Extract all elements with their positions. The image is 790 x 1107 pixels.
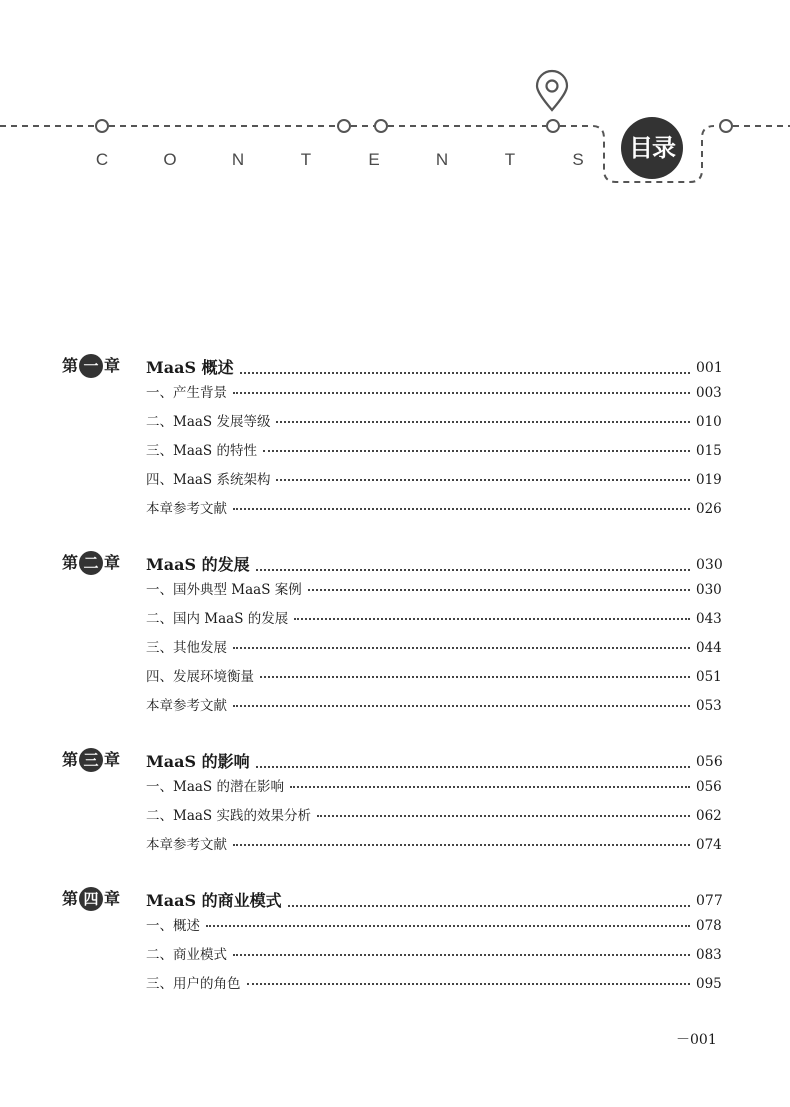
page-ref: 043 <box>696 610 722 627</box>
path-node <box>375 120 387 132</box>
dot-leader <box>263 450 690 452</box>
contents-heading <box>95 150 585 170</box>
contents-letter: T <box>300 150 312 169</box>
section-title: 四、发展环境衡量 <box>146 668 254 685</box>
page-ref: 003 <box>696 384 722 401</box>
dot-leader <box>233 392 690 394</box>
section-title: 二、MaaS 实践的效果分析 <box>146 807 311 824</box>
page-ref: 019 <box>696 471 722 488</box>
path-node <box>96 120 108 132</box>
contents-letter: E <box>368 150 380 169</box>
page-ref: 095 <box>696 975 722 992</box>
location-pin-icon <box>537 71 567 110</box>
section-title: 一、MaaS 的潜在影响 <box>146 778 284 795</box>
dot-leader <box>290 786 690 788</box>
dot-leader <box>233 844 690 846</box>
page-ref: 056 <box>696 754 723 770</box>
chapter-label: 第 三 章 <box>62 748 146 772</box>
dot-leader <box>288 905 690 907</box>
chapter-row[interactable] <box>62 539 728 575</box>
chapter-number-badge: 四 <box>79 887 103 911</box>
page-number: －001 <box>676 1032 717 1048</box>
page-ref: 030 <box>696 581 722 598</box>
chapter-row[interactable] <box>62 342 728 378</box>
dot-leader <box>206 925 690 927</box>
path-node <box>547 120 559 132</box>
section-title: 三、其他发展 <box>146 639 227 656</box>
section-title: 一、国外典型 MaaS 案例 <box>146 581 302 598</box>
section-row[interactable] <box>62 378 728 407</box>
dot-leader <box>256 569 690 571</box>
toc-title-badge: 目录 <box>621 117 683 179</box>
chapter-label: 第 四 章 <box>62 887 146 911</box>
section-row[interactable] <box>62 633 728 662</box>
contents-letter: S <box>572 150 584 169</box>
section-row[interactable] <box>62 940 728 969</box>
dot-leader <box>256 766 690 768</box>
dot-leader <box>233 705 690 707</box>
section-row[interactable] <box>62 494 728 523</box>
section-title: 三、MaaS 的特性 <box>146 442 257 459</box>
dot-leader <box>247 983 691 985</box>
page-ref: 083 <box>696 946 722 963</box>
section-row[interactable] <box>62 575 728 604</box>
spacer <box>62 523 728 535</box>
chapter-number-badge: 三 <box>79 748 103 772</box>
path-node <box>720 120 732 132</box>
section-title: 本章参考文献 <box>146 697 227 714</box>
contents-letter: C <box>95 150 109 169</box>
dot-leader <box>233 508 690 510</box>
page-ref: 051 <box>696 668 722 685</box>
page-ref: 074 <box>696 836 722 853</box>
chapter-label: 第 一 章 <box>62 354 146 378</box>
path-node <box>338 120 350 132</box>
page-ref: 015 <box>696 442 722 459</box>
dot-leader <box>233 647 690 649</box>
section-row[interactable] <box>62 465 728 494</box>
page-ref: 053 <box>696 697 722 714</box>
chapter-number-badge: 一 <box>79 354 103 378</box>
spacer <box>62 859 728 871</box>
section-row[interactable] <box>62 407 728 436</box>
section-row[interactable] <box>62 830 728 859</box>
section-row[interactable] <box>62 604 728 633</box>
section-row[interactable] <box>62 662 728 691</box>
dot-leader <box>308 589 690 591</box>
chapter-title: MaaS 概述 <box>146 358 234 377</box>
page-ref: 077 <box>696 893 723 909</box>
spacer <box>62 720 728 732</box>
section-title: 本章参考文献 <box>146 836 227 853</box>
dot-leader <box>260 676 690 678</box>
page-ref: 026 <box>696 500 722 517</box>
section-title: 二、商业模式 <box>146 946 227 963</box>
chapter-row[interactable] <box>62 736 728 772</box>
contents-letter: N <box>231 150 245 169</box>
chapter-label: 第 二 章 <box>62 551 146 575</box>
section-row[interactable] <box>62 801 728 830</box>
section-row[interactable] <box>62 691 728 720</box>
contents-letter: T <box>504 150 516 169</box>
page-ref: 001 <box>696 360 723 376</box>
section-row[interactable] <box>62 969 728 998</box>
section-title: 三、用户的角色 <box>146 975 241 992</box>
page-ref: 030 <box>696 557 723 573</box>
section-title: 四、MaaS 系统架构 <box>146 471 271 488</box>
contents-letter: N <box>435 150 449 169</box>
table-of-contents <box>62 338 728 998</box>
section-row[interactable] <box>62 436 728 465</box>
dot-leader <box>294 618 690 620</box>
contents-letter: O <box>163 150 177 169</box>
section-title: 一、概述 <box>146 917 200 934</box>
section-title: 一、产生背景 <box>146 384 227 401</box>
chapter-title: MaaS 的商业模式 <box>146 891 282 910</box>
dot-leader <box>276 479 690 481</box>
section-row[interactable] <box>62 772 728 801</box>
page-ref: 078 <box>696 917 722 934</box>
section-row[interactable] <box>62 911 728 940</box>
section-title: 二、国内 MaaS 的发展 <box>146 610 289 627</box>
page-ref: 056 <box>696 778 722 795</box>
chapter-number-badge: 二 <box>79 551 103 575</box>
page-ref: 010 <box>696 413 722 430</box>
section-title: 二、MaaS 发展等级 <box>146 413 271 430</box>
chapter-title: MaaS 的发展 <box>146 555 250 574</box>
dot-leader <box>276 421 690 423</box>
page-ref: 044 <box>696 639 722 656</box>
dot-leader <box>317 815 690 817</box>
dot-leader <box>240 372 690 374</box>
dot-leader <box>233 954 690 956</box>
section-title: 本章参考文献 <box>146 500 227 517</box>
chapter-title: MaaS 的影响 <box>146 752 250 771</box>
page-ref: 062 <box>696 807 722 824</box>
chapter-row[interactable] <box>62 875 728 911</box>
